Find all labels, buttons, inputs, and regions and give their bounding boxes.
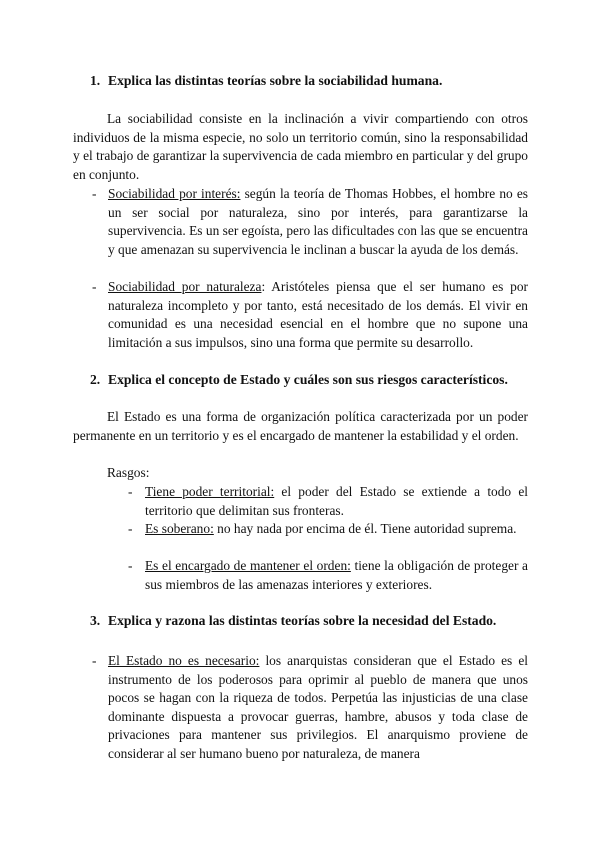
question-2-heading bbox=[90, 371, 508, 390]
dash-bullet: - bbox=[92, 653, 97, 668]
list-item-body: los anarquistas consideran que el Estado es el instrumento de los poderosos para oprimir al pueblo de manera que unos pocos se hagan con la riqueza de todos. Perpetúa las injusticias de una clase dominante dispuesta a provocar guerras, hambre, abusos y toda clase de privaciones para mantener sus privilegios. El anarquismo proviene de considerar al ser humano bueno por naturaleza, de manera bbox=[108, 653, 528, 761]
list-item-text bbox=[108, 652, 528, 764]
dash-bullet: - bbox=[128, 521, 133, 536]
list-item-body: según la teoría de Thomas Hobbes, el hombre no es un ser social por naturaleza, sino por interés, para garantizarse la supervivencia. Es un ser egoísta, pero las dificultades con las que se encuentra y que amenazan su supervivencia le inclinan a buscar la ayuda de los demás. bbox=[108, 186, 528, 257]
list-item-term: El Estado no es necesario: bbox=[108, 653, 260, 668]
list-item-text bbox=[108, 185, 528, 259]
dash-bullet: - bbox=[128, 484, 133, 499]
question-number: 2. bbox=[90, 372, 101, 387]
question-3-heading bbox=[90, 612, 496, 631]
q1-intro-paragraph: La sociabilidad consiste en la inclinación a vivir compartiendo con otros individuos de la misma especie, no solo un territorio común, sino la responsabilidad y el trabajo de garantizar la supervivencia de cada miembro en particular y del grupo en conjunto. bbox=[73, 111, 528, 182]
question-title: Explica el concepto de Estado y cuáles son sus riesgos característicos. bbox=[108, 372, 508, 387]
question-number: 1. bbox=[90, 73, 101, 88]
question-title: Explica y razona las distintas teorías sobre la necesidad del Estado. bbox=[108, 613, 497, 628]
list-item-term: Sociabilidad por naturaleza bbox=[108, 279, 262, 294]
list-item-text bbox=[108, 278, 528, 352]
list-item-term: Tiene poder territorial: bbox=[145, 484, 275, 499]
question-1-heading bbox=[90, 72, 442, 91]
list-item-body: el poder del Estado se extiende a todo el territorio que delimitan sus fronteras. bbox=[145, 484, 529, 518]
list-item-term: Es el encargado de mantener el orden: bbox=[145, 558, 351, 573]
list-item-text bbox=[145, 557, 528, 594]
question-title: Explica las distintas teorías sobre la sociabilidad humana. bbox=[108, 73, 443, 88]
list-item-body: : Aristóteles piensa que el ser humano es por naturaleza incompleto y por tanto, está necesitado de los demás. El vivir en comunidad es una necesidad esencial en el hombre que no supone una limitación a sus impulsos, sino una forma que permite su desarrollo. bbox=[108, 279, 528, 350]
list-item-text bbox=[145, 520, 528, 539]
dash-bullet: - bbox=[128, 558, 133, 573]
list-item-term: Sociabilidad por interés: bbox=[108, 186, 241, 201]
question-number: 3. bbox=[90, 613, 101, 628]
dash-bullet: - bbox=[92, 279, 97, 294]
q2-intro-paragraph: El Estado es una forma de organización política caracterizada por un poder permanente en un territorio y es el encargado de mantener la estabilidad y el orden. bbox=[73, 409, 528, 443]
list-item-body: tiene la obligación de proteger a sus miembros de las amenazas interiores y exteriores. bbox=[145, 558, 528, 592]
list-item-text bbox=[145, 483, 528, 520]
dash-bullet: - bbox=[92, 186, 97, 201]
rasgos-label: Rasgos: bbox=[107, 465, 150, 480]
list-item-body: no hay nada por encima de él. Tiene autoridad suprema. bbox=[213, 521, 517, 536]
list-item-term: Es soberano: bbox=[145, 521, 214, 536]
